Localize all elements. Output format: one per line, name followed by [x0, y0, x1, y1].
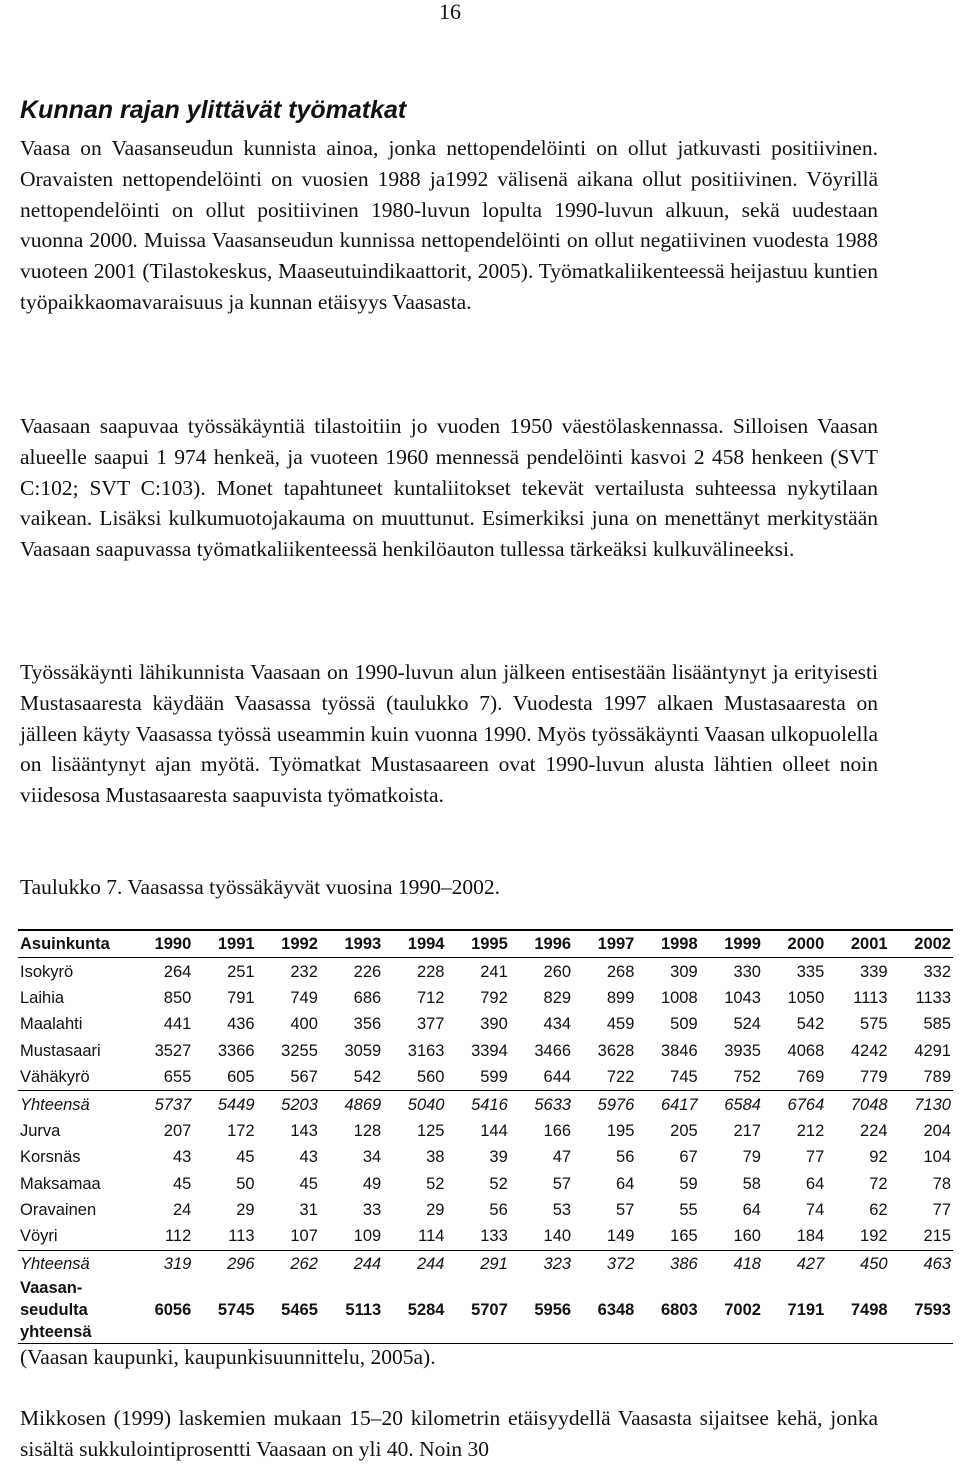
table-row [18, 1223, 953, 1250]
section-heading: Kunnan rajan ylittävät työmatkat [20, 96, 407, 124]
municipality-cell: Yhteensä [18, 1091, 130, 1118]
table-row [18, 1118, 953, 1144]
table-row [18, 1197, 953, 1223]
value-cell: 4068 [787, 1041, 825, 1060]
value-cell: 195 [606, 1121, 635, 1140]
value-cell: 644 [543, 1068, 572, 1087]
value-cell: 509 [670, 1015, 698, 1034]
value-cell: 450 [826, 1250, 889, 1277]
value-cell: 5284 [383, 1277, 446, 1344]
value-cell: 5465 [257, 1277, 320, 1344]
value-cell: 55 [679, 1201, 698, 1220]
value-cell: 251 [227, 962, 255, 981]
value-cell: 3366 [217, 1041, 255, 1060]
value-cell: 6803 [636, 1277, 699, 1344]
value-cell: 4291 [914, 1041, 951, 1060]
value-cell: 3059 [344, 1041, 382, 1060]
municipality-cell: Vaasan-seudulta yhteensä [18, 1277, 130, 1344]
table-row [18, 1038, 953, 1064]
value-cell: 6056 [130, 1277, 193, 1344]
value-cell: 184 [796, 1227, 825, 1246]
value-cell: 160 [733, 1227, 761, 1246]
value-cell: 7048 [826, 1091, 889, 1118]
municipality-cell: Jurva [20, 1121, 61, 1140]
municipality-cell: Oravainen [20, 1201, 97, 1220]
header-cell: 1991 [193, 930, 256, 958]
header-cell: Asuinkunta [18, 930, 130, 958]
value-cell: 212 [796, 1121, 825, 1140]
value-cell: 745 [670, 1068, 698, 1087]
value-cell: 542 [353, 1068, 382, 1087]
paragraph-commuting-ring: Mikkosen (1999) laskemien mukaan 15–20 kilometrin etäisyydellä Vaasasta sijaitsee kehä, jonka sisältä sukkulointiprosentti Vaasaan on yli 40. Noin 30 [20, 1406, 878, 1461]
value-cell: 205 [670, 1121, 698, 1140]
table-row [18, 1064, 953, 1091]
value-cell: 1050 [787, 988, 825, 1007]
value-cell: 459 [606, 1015, 635, 1034]
value-cell: 850 [163, 988, 192, 1007]
value-cell: 6584 [700, 1091, 763, 1118]
paragraph-history: Vaasaan saapuvaa työssäkäyntiä tilastoitiin jo vuoden 1950 väestölaskennassa. Silloisen Vaasan alueelle saapui 1 974 henkeä, ja vuoteen 1960 mennessä pendelöinti kasvoi 2 458 henkeen (SVT C:102; SVT C:103). Monet tapahtuneet kuntaliitokset tekevät vertailusta suhteessa nykytilaan vaikean. Lisäksi kulkumuotojakauma on muuttunut. Esimerkiksi juna on menettänyt merkitystään Vaasaan saapuvassa työmatkaliikenteessä henkilöauton tullessa tärkeäksi kulkuvälineeksi. [20, 414, 878, 562]
value-cell: 34 [362, 1148, 382, 1167]
value-cell: 752 [733, 1068, 761, 1087]
value-cell: 57 [552, 1174, 572, 1193]
value-cell: 228 [416, 962, 445, 981]
municipality-cell: Yhteensä [18, 1250, 130, 1277]
value-cell: 332 [923, 962, 951, 981]
value-cell: 7593 [890, 1277, 953, 1344]
value-cell: 24 [172, 1201, 192, 1220]
value-cell: 791 [227, 988, 255, 1007]
value-cell: 58 [742, 1174, 761, 1193]
header-cell: 1990 [130, 930, 193, 958]
value-cell: 64 [742, 1201, 761, 1220]
header-cell: 1995 [446, 930, 509, 958]
value-cell: 567 [290, 1068, 318, 1087]
header-cell: 1997 [573, 930, 636, 958]
value-cell: 244 [320, 1250, 383, 1277]
page-number: 16 [439, 0, 461, 24]
value-cell: 207 [163, 1121, 192, 1140]
value-cell: 192 [860, 1227, 888, 1246]
value-cell: 268 [606, 962, 635, 981]
value-cell: 400 [290, 1015, 318, 1034]
value-cell: 291 [446, 1250, 509, 1277]
value-cell: 7191 [763, 1277, 826, 1344]
municipality-cell: Laihia [20, 988, 65, 1007]
value-cell: 792 [480, 988, 508, 1007]
commuters-table [18, 929, 953, 1344]
value-cell: 64 [616, 1174, 635, 1193]
value-cell: 92 [869, 1148, 888, 1167]
value-cell: 33 [362, 1201, 382, 1220]
value-cell: 3466 [534, 1041, 572, 1060]
value-cell: 441 [163, 1015, 192, 1034]
value-cell: 560 [416, 1068, 445, 1087]
value-cell: 107 [290, 1227, 318, 1246]
municipality-cell: Isokyrö [20, 962, 74, 981]
value-cell: 319 [130, 1250, 193, 1277]
value-cell: 585 [923, 1015, 951, 1034]
value-cell: 133 [480, 1227, 508, 1246]
value-cell: 789 [923, 1068, 951, 1087]
value-cell: 226 [353, 962, 382, 981]
value-cell: 39 [489, 1148, 508, 1167]
value-cell: 104 [923, 1148, 951, 1167]
value-cell: 31 [299, 1201, 318, 1220]
paragraph-neighbouring-municipalities: Työssäkäynti lähikunnista Vaasaan on 1990-luvun alun jälkeen entisestään lisääntynyt ja erityisesti Mustasaaresta käydään Vaasassa työssä (taulukko 7). Vuodesta 1997 alkaen Mustasaaresta on jälleen käyty Vaasassa työssä useammin kuin vuonna 1990. Myös työssäkäynti Vaasan ulkopuolella on lisääntynyt ajan myötä. Työmatkat Mustasaareen ovat 1990-luvun alusta lähtien olleet noin viidesosa Mustasaaresta saapuvista työmatkoista. [20, 660, 878, 808]
table-source: (Vaasan kaupunki, kaupunkisuunnittelu, 2005a). [20, 1345, 436, 1369]
value-cell: 43 [299, 1148, 318, 1167]
value-cell: 79 [742, 1148, 761, 1167]
value-cell: 262 [257, 1250, 320, 1277]
value-cell: 109 [353, 1227, 382, 1246]
value-cell: 224 [860, 1121, 888, 1140]
value-cell: 6348 [573, 1277, 636, 1344]
value-cell: 3846 [660, 1041, 698, 1060]
value-cell: 165 [670, 1227, 698, 1246]
municipality-cell: Maalahti [20, 1015, 83, 1034]
value-cell: 749 [290, 988, 318, 1007]
value-cell: 6417 [636, 1091, 699, 1118]
header-cell: 1996 [510, 930, 573, 958]
value-cell: 7498 [826, 1277, 889, 1344]
header-cell: 1999 [700, 930, 763, 958]
value-cell: 64 [805, 1174, 825, 1193]
value-cell: 45 [236, 1148, 255, 1167]
value-cell: 49 [362, 1174, 382, 1193]
value-cell: 5976 [573, 1091, 636, 1118]
value-cell: 5203 [257, 1091, 320, 1118]
value-cell: 217 [733, 1121, 761, 1140]
value-cell: 7130 [890, 1091, 953, 1118]
value-cell: 335 [796, 962, 825, 981]
value-cell: 1133 [915, 988, 951, 1007]
value-cell: 143 [290, 1121, 318, 1140]
value-cell: 655 [163, 1068, 192, 1087]
value-cell: 3255 [281, 1041, 318, 1060]
subtotal-row [18, 1250, 953, 1277]
value-cell: 128 [353, 1121, 382, 1140]
value-cell: 418 [700, 1250, 763, 1277]
value-cell: 3394 [471, 1041, 508, 1060]
value-cell: 4242 [850, 1041, 888, 1060]
value-cell: 3628 [597, 1041, 635, 1060]
value-cell: 47 [552, 1148, 572, 1167]
header-cell: 2000 [763, 930, 826, 958]
value-cell: 264 [163, 962, 192, 981]
value-cell: 45 [172, 1174, 192, 1193]
value-cell: 309 [670, 962, 698, 981]
value-cell: 829 [543, 988, 572, 1007]
subtotal-row [18, 1091, 953, 1118]
value-cell: 56 [616, 1148, 635, 1167]
value-cell: 463 [890, 1250, 953, 1277]
value-cell: 427 [763, 1250, 826, 1277]
value-cell: 5737 [130, 1091, 193, 1118]
value-cell: 296 [193, 1250, 256, 1277]
municipality-cell: Korsnäs [20, 1148, 81, 1167]
value-cell: 779 [860, 1068, 888, 1087]
value-cell: 330 [733, 962, 761, 981]
grand-total-row [18, 1277, 953, 1344]
value-cell: 113 [228, 1227, 255, 1246]
value-cell: 7002 [700, 1277, 763, 1344]
table-caption: Taulukko 7. Vaasassa työssäkäyvät vuosina 1990–2002. [20, 875, 500, 899]
value-cell: 372 [573, 1250, 636, 1277]
value-cell: 72 [869, 1174, 888, 1193]
value-cell: 5040 [383, 1091, 446, 1118]
value-cell: 45 [299, 1174, 318, 1193]
value-cell: 260 [543, 962, 572, 981]
value-cell: 125 [416, 1121, 445, 1140]
header-cell: 2002 [890, 930, 953, 958]
value-cell: 114 [418, 1227, 445, 1246]
table-row [18, 985, 953, 1011]
value-cell: 3163 [407, 1041, 445, 1060]
value-cell: 899 [606, 988, 635, 1007]
value-cell: 241 [480, 962, 508, 981]
value-cell: 575 [860, 1015, 888, 1034]
value-cell: 6764 [763, 1091, 826, 1118]
value-cell: 29 [426, 1201, 445, 1220]
value-cell: 377 [416, 1015, 445, 1034]
value-cell: 53 [552, 1201, 572, 1220]
value-cell: 59 [679, 1174, 698, 1193]
value-cell: 78 [932, 1174, 951, 1193]
value-cell: 3935 [724, 1041, 761, 1060]
value-cell: 50 [236, 1174, 255, 1193]
value-cell: 56 [489, 1201, 508, 1220]
table-body [18, 958, 953, 1344]
value-cell: 74 [805, 1201, 825, 1220]
table-row [18, 1144, 953, 1170]
value-cell: 204 [923, 1121, 951, 1140]
header-cell: 2001 [826, 930, 889, 958]
value-cell: 712 [416, 988, 445, 1007]
value-cell: 244 [383, 1250, 446, 1277]
value-cell: 605 [227, 1068, 255, 1087]
header-cell: 1994 [383, 930, 446, 958]
value-cell: 5113 [320, 1277, 383, 1344]
value-cell: 5416 [446, 1091, 509, 1118]
value-cell: 112 [164, 1227, 192, 1246]
value-cell: 149 [606, 1227, 635, 1246]
value-cell: 5707 [446, 1277, 509, 1344]
value-cell: 38 [426, 1148, 445, 1167]
value-cell: 140 [543, 1227, 572, 1246]
value-cell: 686 [353, 988, 382, 1007]
value-cell: 52 [489, 1174, 508, 1193]
value-cell: 57 [616, 1201, 635, 1220]
value-cell: 5449 [193, 1091, 256, 1118]
value-cell: 434 [543, 1015, 572, 1034]
value-cell: 722 [606, 1068, 635, 1087]
value-cell: 144 [480, 1121, 508, 1140]
value-cell: 43 [172, 1148, 192, 1167]
value-cell: 3527 [154, 1041, 192, 1060]
value-cell: 386 [636, 1250, 699, 1277]
value-cell: 323 [510, 1250, 573, 1277]
header-cell: 1998 [636, 930, 699, 958]
municipality-cell: Vähäkyrö [20, 1068, 90, 1087]
value-cell: 769 [796, 1068, 825, 1087]
value-cell: 1043 [724, 988, 761, 1007]
table-row [18, 958, 953, 985]
value-cell: 542 [796, 1015, 825, 1034]
value-cell: 77 [805, 1148, 825, 1167]
header-cell: 1992 [257, 930, 320, 958]
value-cell: 1008 [660, 988, 698, 1007]
value-cell: 436 [227, 1015, 255, 1034]
value-cell: 215 [923, 1227, 951, 1246]
value-cell: 599 [480, 1068, 508, 1087]
value-cell: 5956 [510, 1277, 573, 1344]
value-cell: 356 [353, 1015, 382, 1034]
value-cell: 5745 [193, 1277, 256, 1344]
municipality-cell: Maksamaa [20, 1174, 101, 1193]
value-cell: 339 [860, 962, 888, 981]
municipality-cell: Vöyri [20, 1227, 58, 1246]
value-cell: 390 [480, 1015, 508, 1034]
table-row [18, 1011, 953, 1037]
value-cell: 67 [679, 1148, 698, 1167]
value-cell: 52 [426, 1174, 445, 1193]
value-cell: 29 [236, 1201, 255, 1220]
value-cell: 166 [543, 1121, 572, 1140]
value-cell: 1113 [853, 988, 888, 1007]
value-cell: 4869 [320, 1091, 383, 1118]
value-cell: 524 [733, 1015, 761, 1034]
header-cell: 1993 [320, 930, 383, 958]
value-cell: 172 [227, 1121, 255, 1140]
municipality-cell: Mustasaari [20, 1041, 101, 1060]
paragraph-net-commuting: Vaasa on Vaasanseudun kunnista ainoa, jonka nettopendelöinti on ollut jatkuvasti positiivinen. Oravaisten nettopendelöinti on vuosien 1988 ja1992 välisenä aikana ollut positiivinen. Vöyrillä nettopendelöinti on ollut positiivinen 1980-luvun lopulta 1990-luvun alkuun, sekä uudestaan vuonna 2000. Muissa Vaasanseudun kunnissa nettopendelöinti on ollut negatiivinen vuodesta 1988 vuoteen 2001 (Tilastokeskus, Maaseutuindikaattorit, 2005). Työmatkaliikenteessä heijastuu kuntien työpaikkaomavaraisuus ja kunnan etäisyys Vaasasta. [20, 136, 878, 314]
table-header-row [18, 930, 953, 958]
value-cell: 62 [869, 1201, 888, 1220]
table-row [18, 1171, 953, 1197]
value-cell: 232 [290, 962, 318, 981]
value-cell: 77 [932, 1201, 951, 1220]
value-cell: 5633 [510, 1091, 573, 1118]
